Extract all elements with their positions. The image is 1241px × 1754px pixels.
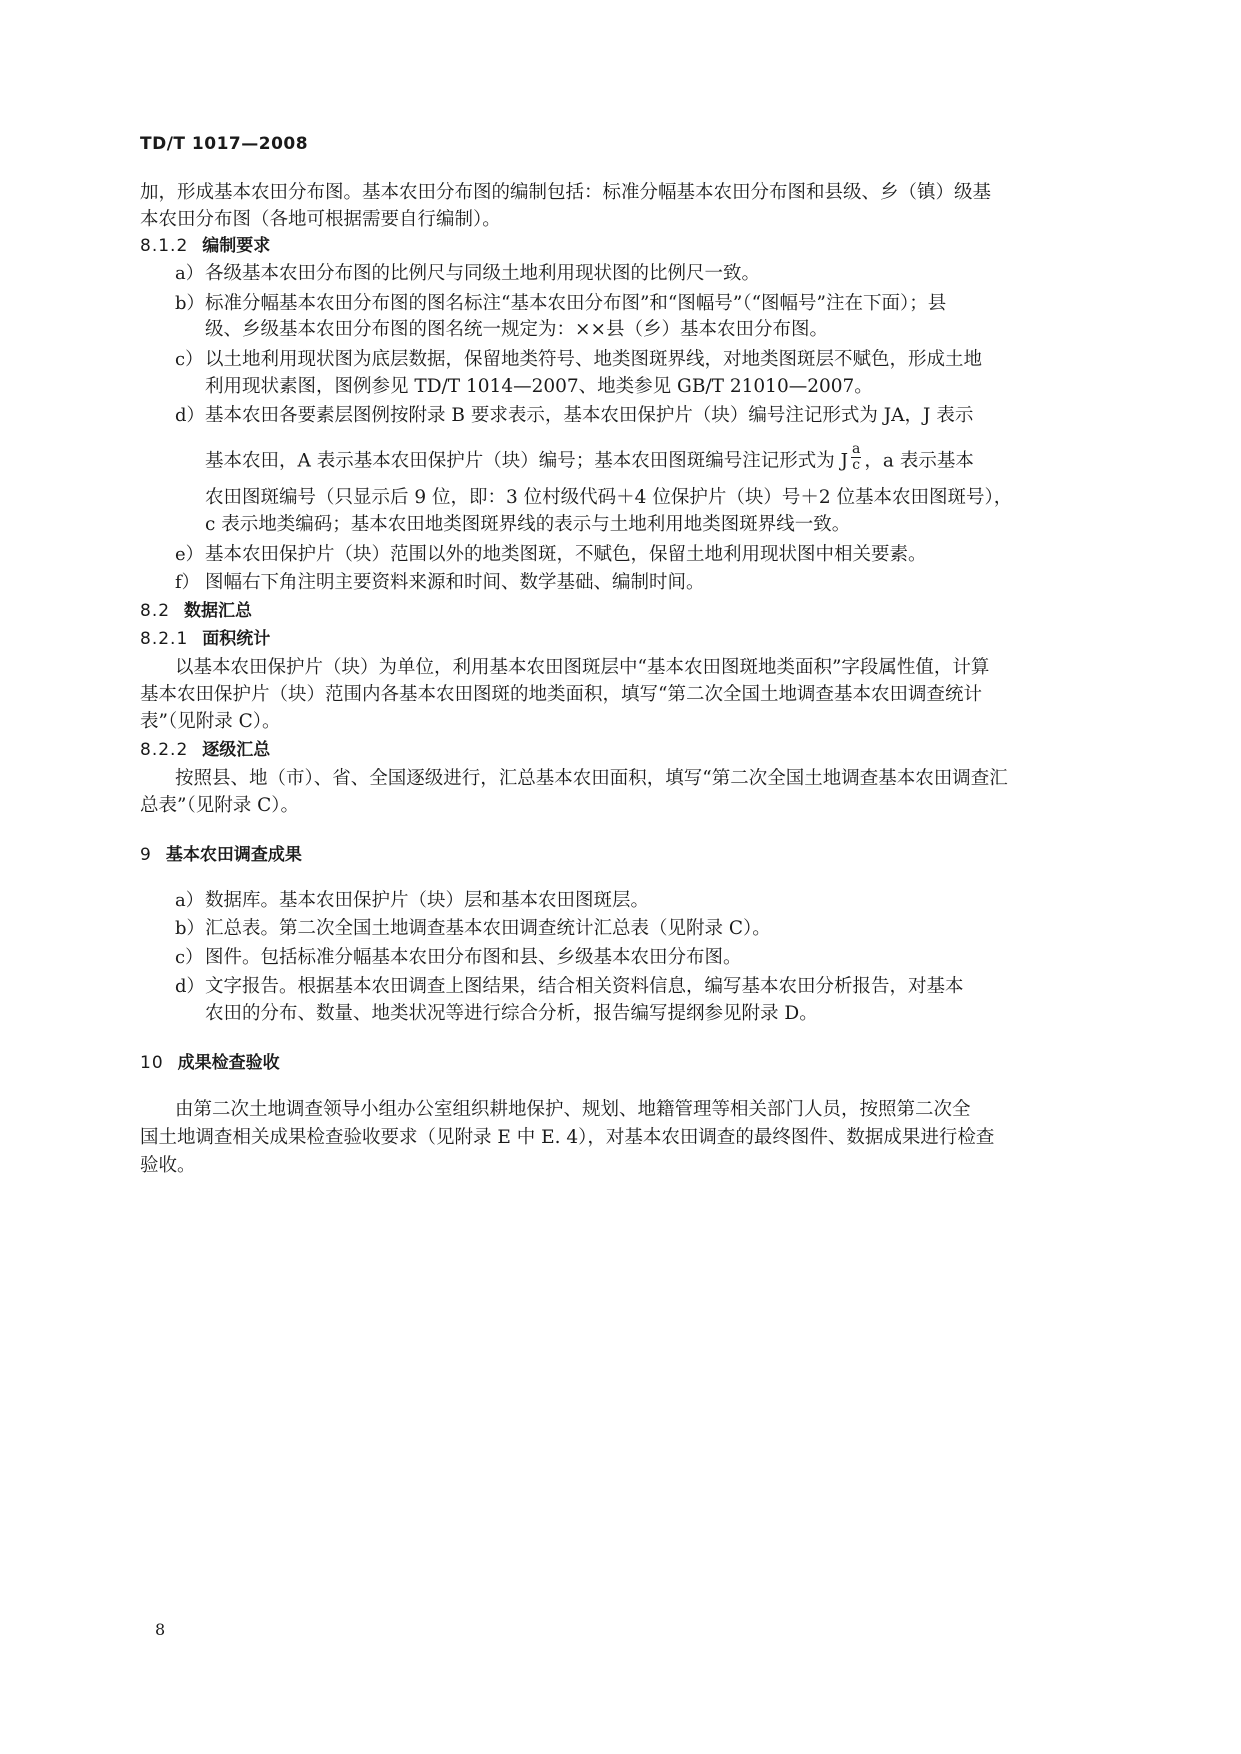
list-item-text-with-fraction	[205, 441, 974, 477]
list-item-text: 基本农田保护片（块）范围以外的地类图斑，不赋色，保留土地利用现状图中相关要素。	[205, 544, 927, 565]
section-title: 成果检查验收	[177, 1053, 280, 1073]
list-item-text: 以土地利用现状图为底层数据，保留地类符号、地类图斑界线，对地类图斑层不赋色，形成土地	[205, 349, 983, 370]
list-item-text: 数据库。基本农田保护片（块）层和基本农田图斑层。	[205, 890, 650, 911]
section-number: 8.2.1	[140, 629, 189, 649]
paragraph-line: 验收。	[140, 1155, 196, 1176]
list-item-text: 图件。包括标准分幅基本农田分布图和县、乡级基本农田分布图。	[205, 947, 742, 968]
paragraph-line: 总表”（见附录 C）。	[140, 795, 299, 816]
list-marker: b）	[175, 293, 205, 314]
list-item-text: 农田的分布、数量、地类状况等进行综合分析，报告编写提纲参见附录 D。	[205, 1003, 818, 1024]
section-number: 8.2.2	[140, 740, 189, 760]
list-marker: c）	[175, 947, 204, 968]
list-item-text: 利用现状素图，图例参见 TD/T 1014—2007、地类参见 GB/T 21010—2007。	[205, 376, 873, 397]
list-marker: c）	[175, 349, 204, 370]
list-item-text: 级、乡级基本农田分布图的图名统一规定为：××县（乡）基本农田分布图。	[205, 319, 829, 340]
list-marker: d）	[175, 405, 205, 426]
section-9-heading	[140, 843, 302, 867]
list-item-text: 各级基本农田分布图的比例尺与同级土地利用现状图的比例尺一致。	[205, 263, 761, 284]
section-title: 数据汇总	[184, 601, 253, 621]
paragraph-line: 以基本农田保护片（块）为单位，利用基本农田图斑层中“基本农田图斑地类面积”字段属性值，计算	[175, 657, 990, 678]
section-title: 面积统计	[202, 629, 271, 649]
list-item-text: 标准分幅基本农田分布图的图名标注“基本农田分布图”和“图幅号”（“图幅号”注在下面）；县	[205, 293, 947, 314]
paragraph-line: 由第二次土地调查领导小组办公室组织耕地保护、规划、地籍管理等相关部门人员，按照第二次全	[175, 1099, 971, 1120]
standard-code: TD/T 1017—2008	[140, 134, 309, 154]
page-number: 8	[155, 1620, 166, 1639]
intro-line-2: 本农田分布图（各地可根据需要自行编制）。	[140, 209, 501, 230]
list-item-text: 文字报告。根据基本农田调查上图结果，结合相关资料信息，编写基本农田分析报告，对基本	[205, 976, 964, 997]
section-number: 8.1.2	[140, 236, 189, 256]
list-marker: b）	[175, 918, 205, 939]
section-title: 逐级汇总	[202, 740, 271, 760]
fraction-line-suffix: ，a 表示基本	[864, 450, 974, 472]
paragraph-line: 按照县、地（市）、省、全国逐级进行，汇总基本农田面积，填写“第二次全国土地调查基本农田调查汇	[175, 768, 1008, 789]
list-item-text: 汇总表。第二次全国土地调查基本农田调查统计汇总表（见附录 C）。	[205, 918, 771, 939]
list-item-text: 农田图斑编号（只显示后 9 位，即：3 位村级代码＋4 位保护片（块）号＋2 位基本农田图斑号），	[205, 487, 1013, 508]
list-marker: e）	[175, 544, 204, 565]
list-marker: a）	[175, 890, 204, 911]
list-item-text: c 表示地类编码；基本农田地类图斑界线的表示与土地利用地类图斑界线一致。	[205, 514, 851, 535]
fraction-numerator: a	[852, 441, 861, 457]
section-8-2-heading	[140, 599, 252, 623]
list-marker: f）	[175, 572, 200, 593]
list-marker: a）	[175, 263, 204, 284]
paragraph-line: 表”（见附录 C）。	[140, 711, 281, 732]
fraction-denominator: c	[852, 457, 861, 473]
section-8-2-2-heading	[140, 738, 270, 762]
section-title: 基本农田调查成果	[165, 845, 302, 865]
list-item-text: 图幅右下角注明主要资料来源和时间、数学基础、编制时间。	[205, 572, 705, 593]
section-10-heading	[140, 1051, 280, 1075]
section-number: 10	[140, 1053, 164, 1073]
section-8-2-1-heading	[140, 627, 270, 651]
section-number: 9	[140, 845, 152, 865]
section-title: 编制要求	[202, 236, 271, 256]
section-number: 8.2	[140, 601, 171, 621]
paragraph-line: 国土地调查相关成果检查验收要求（见附录 E 中 E. 4），对基本农田调查的最终图件、数据成果进行检查	[140, 1127, 995, 1148]
section-8-1-2-heading	[140, 234, 270, 258]
paragraph-line: 基本农田保护片（块）范围内各基本农田图斑的地类面积，填写“第二次全国土地调查基本农田调查统计	[140, 684, 982, 705]
list-marker: d）	[175, 976, 205, 997]
fraction-a-over-c	[851, 442, 861, 473]
fraction-line-prefix: 基本农田，A 表示基本农田保护片（块）编号；基本农田图斑编号注记形式为 J	[205, 450, 849, 472]
intro-line-1: 加，形成基本农田分布图。基本农田分布图的编制包括：标准分幅基本农田分布图和县级、乡（镇）级基	[140, 182, 992, 203]
list-item-text: 基本农田各要素层图例按附录 B 要求表示，基本农田保护片（块）编号注记形式为 JA，J 表示	[205, 405, 974, 426]
